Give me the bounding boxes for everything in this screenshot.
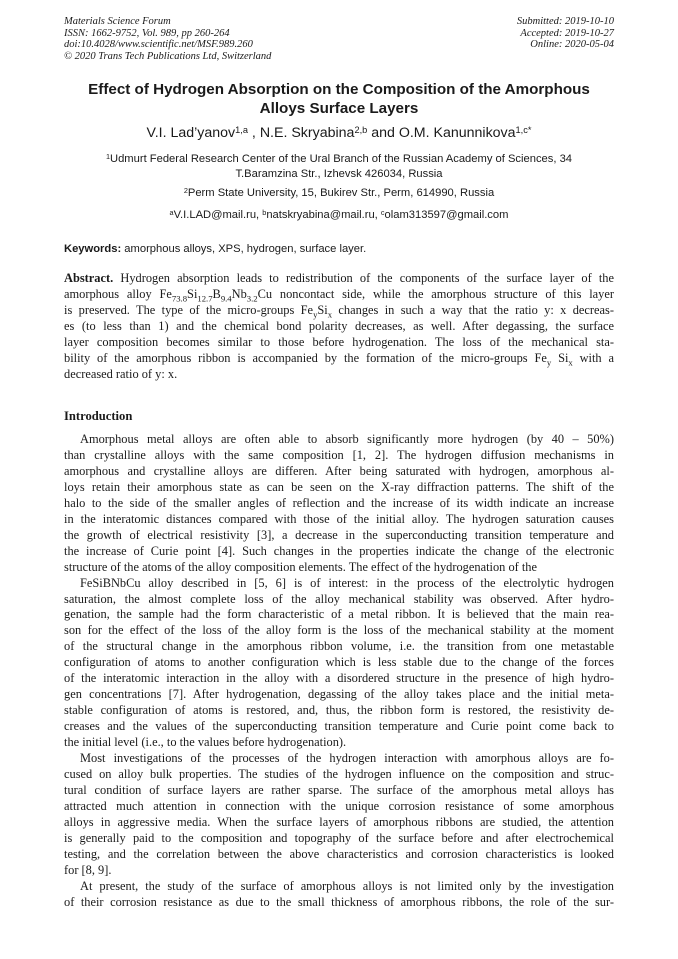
intro-line: of their corrosion resistance as due to the small thickness of amorphous ribbons, the role of the sur- xyxy=(64,894,614,909)
intro-paragraph xyxy=(64,576,614,751)
intro-line: the initial level (i.e., to the values before hydrogenation). xyxy=(64,735,347,750)
affiliation-1-marker: 1 xyxy=(105,151,110,161)
abstract-line: decreased ratio of y: x. xyxy=(64,366,178,381)
intro-line: creases and the values of the superconducting transition temperature and Curie point come back to xyxy=(64,719,614,734)
intro-paragraph xyxy=(64,751,614,879)
intro-line: saturation, the almost complete loss of the alloy mechanical stability was observed. After hydro- xyxy=(64,591,614,606)
journal-doi: doi:10.4028/www.scientific.net/MSF.989.260 xyxy=(64,39,253,51)
intro-paragraph xyxy=(64,432,614,576)
abstract-line: is preserved. The type of the micro-groups $Fe_ySi_x$ changes in such a way that the ratio y: x decreas- xyxy=(64,302,615,320)
intro-line: amorphous and crystalline alloys are differen. After being saturated with hydrogen, amorphous al- xyxy=(64,463,614,478)
email-c: olam313597@gmail.com xyxy=(384,209,509,221)
intro-line: cused on alloy bulk properties. The studies of the hydrogen influence on the composition and struc- xyxy=(64,767,614,782)
email-a: V.I.LAD@mail.ru, xyxy=(173,209,263,221)
affiliation-2 xyxy=(64,186,614,201)
author-emails xyxy=(64,208,614,223)
abstract-line: es (to less than 1) and the chemical bond polarity decreases, as well. After degassing, the surface xyxy=(64,318,614,333)
intro-line: of the structural change in the amorphous ribbon volume, i.e. the transition from one metastable xyxy=(64,639,614,654)
intro-line: testing, and the correlation between the above characteristics and corrosion characteristics is looked xyxy=(64,846,614,861)
online-date: Online: 2020-05-04 xyxy=(530,39,614,51)
introduction-text xyxy=(64,432,614,911)
intro-line: is generally paid to the composition and topography of the surface before and after electrochemical xyxy=(64,830,614,845)
affiliation-1-line-1: Udmurt Federal Research Center of the Ural Branch of the Russian Academy of Sciences, 34 xyxy=(110,153,573,165)
intro-line: for [8, 9]. xyxy=(64,862,112,877)
intro-line: the increase of Curie point [4]. Such changes in the properties indicate the change of the electronic xyxy=(64,543,614,558)
email-c-marker: c xyxy=(380,207,385,217)
intro-line: structure of the atoms of the alloy composition elements. The effect of the hydrogenation of the xyxy=(64,559,538,574)
intro-line: Most investigations of the processes of the hydrogen interaction with amorphous alloys are fo- xyxy=(80,751,614,766)
abstract-line: bility of the amorphous ribbon is accompanied by the formation of the micro-groups $Fe_y$ $Si_x$ with a xyxy=(64,350,614,368)
intro-line: son for the effect of the loss of the alloy form is the loss of the mechanical stability at the moment xyxy=(64,623,614,638)
author-2-affil: 2,b xyxy=(354,124,368,135)
section-heading-introduction: Introduction xyxy=(64,409,133,423)
intro-line: attracted much attention in connection with the unique corrosion resistance of some amorphous xyxy=(64,798,614,813)
intro-line: loys retain their amorphous state as can be seen on the X-ray diffraction patterns. The shift of the xyxy=(64,479,614,494)
keywords-text: amorphous alloys, XPS, hydrogen, surface layer. xyxy=(121,243,367,255)
keywords xyxy=(64,242,614,257)
author-2: N.E. Skryabina xyxy=(259,125,355,141)
affiliation-1 xyxy=(64,152,614,182)
intro-line: tural condition of surface layers are rather sparse. The surface of the amorphous metal alloys has xyxy=(64,782,614,797)
intro-line: halo to the side of the smaller angles of reflection and the increase of its width indicate an increase xyxy=(64,495,614,510)
intro-line: gen concentrations [7]. After hydrogenation, degassing of the alloy takes place and the initial meta- xyxy=(64,687,614,702)
intro-line: configuration of atoms to another configuration which is less stable due to the change of the forces xyxy=(64,655,614,670)
author-1: V.I. Lad’yanov xyxy=(146,125,236,141)
intro-line: of the interatomic interaction in the alloy with a disordered structure in the presence of high hydro- xyxy=(64,671,614,686)
title-line-2: Alloys Surface Layers xyxy=(259,100,419,117)
abstract-line: amorphous alloy $Fe_{73.8}Si_{12.7}B_{9.4}Nb_{3.2}Cu$ noncontact side, while the amorphous structure of this layer xyxy=(64,286,614,304)
email-b-marker: b xyxy=(262,207,267,217)
journal-issn: ISSN: 1662-9752, Vol. 989, pp 260-264 xyxy=(64,27,230,39)
journal-copyright: © 2020 Trans Tech Publications Ltd, Switzerland xyxy=(64,50,272,62)
intro-line: stable configuration of atoms is restored, and, thus, the ribbon form is restored, the resistivity de- xyxy=(64,703,614,718)
abstract-label: Abstract. xyxy=(64,271,114,285)
author-separator-2: and xyxy=(367,125,399,141)
intro-line: FeSiBNbCu alloy described in [5, 6] is of interest: in the process of the electrolytic hydrogen xyxy=(80,575,614,590)
title-line-1: Effect of Hydrogen Absorption on the Composition of the Amorphous xyxy=(88,81,590,98)
author-3-affil: 1,c* xyxy=(515,124,532,135)
author-3: O.M. Kanunnikova xyxy=(398,125,516,141)
intro-line: At present, the study of the surface of amorphous alloys is not limited only by the investigation xyxy=(80,878,614,893)
email-a-marker: a xyxy=(169,207,174,217)
publication-dates xyxy=(517,16,614,51)
author-list xyxy=(64,124,614,142)
paper-title xyxy=(64,80,614,118)
intro-paragraph xyxy=(64,879,614,911)
email-b: natskryabina@mail.ru, xyxy=(266,209,381,221)
affiliation-1-line-2: T.Baramzina Str., Izhevsk 426034, Russia xyxy=(235,168,443,180)
intro-line: in the interatomic distances compared with those of the initial alloy. The hydrogen saturation causes xyxy=(64,511,614,526)
submitted-date: Submitted: 2019-10-10 xyxy=(516,16,614,27)
intro-line: than crystalline alloys with the same composition [1, 2]. The hydrogen diffusion mechanisms in xyxy=(64,447,614,462)
intro-line: alloys in aggressive media. When the surface layers of amorphous ribbons are studied, the attention xyxy=(64,814,614,829)
keywords-label: Keywords: xyxy=(64,243,122,255)
abstract-line: Abstract. Hydrogen absorption leads to redistribution of the components of the surface layer of the xyxy=(64,271,614,285)
intro-line: genation, the sample had the form characteristic of a metal ribbon. It is believed that the main rea- xyxy=(64,607,614,622)
abstract xyxy=(64,271,614,383)
abstract-line: layer composition becomes similar to those before hydrogenation. The loss of the mechanical sta- xyxy=(64,334,614,349)
affiliation-2-marker: 2 xyxy=(183,185,188,195)
affiliation-2-text: Perm State University, 15, Bukirev Str., Perm, 614990, Russia xyxy=(187,187,495,199)
journal-info xyxy=(64,16,271,62)
accepted-date: Accepted: 2019-10-27 xyxy=(520,27,614,39)
author-separator-1: , xyxy=(247,125,260,141)
journal-name: Materials Science Forum xyxy=(64,16,171,27)
intro-line: the growth of electrical resistivity [3], a decrease in the superconducting transition temperature and xyxy=(64,527,614,542)
intro-line: Amorphous metal alloys are often able to absorb significantly more hydrogen (by 40 – 50%) xyxy=(80,432,614,446)
author-1-affil: 1,a xyxy=(235,124,248,135)
